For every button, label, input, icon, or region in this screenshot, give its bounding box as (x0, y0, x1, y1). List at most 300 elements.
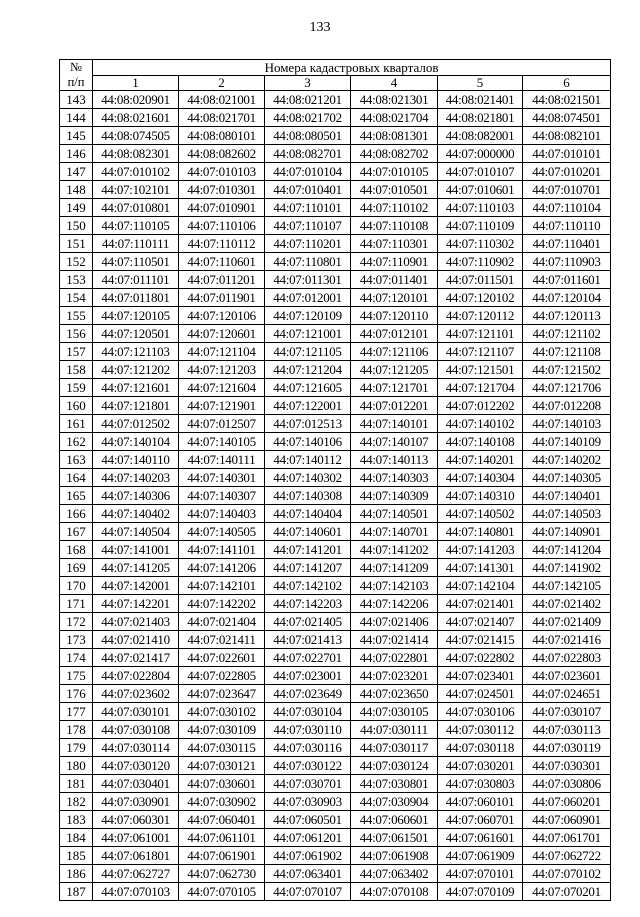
table-row (60, 847, 611, 865)
cadastral-number-cell: 44:07:140404 (265, 505, 351, 523)
cadastral-number-cell: 44:07:061902 (265, 847, 351, 865)
cadastral-number-cell: 44:07:030109 (179, 721, 265, 739)
table-row (60, 523, 611, 541)
cadastral-number-cell: 44:07:030701 (265, 775, 351, 793)
cadastral-number-cell: 44:07:030108 (93, 721, 179, 739)
cadastral-number-cell: 44:07:021414 (351, 631, 438, 649)
cadastral-number-cell: 44:07:021401 (438, 595, 523, 613)
cadastral-number-cell: 44:07:030111 (351, 721, 438, 739)
row-number-cell: 149 (60, 199, 93, 217)
column-number: 4 (351, 76, 438, 91)
cadastral-number-cell: 44:07:030124 (351, 757, 438, 775)
cadastral-number-cell: 44:07:060201 (523, 793, 611, 811)
row-number-cell: 158 (60, 361, 93, 379)
cadastral-number-cell: 44:07:121204 (265, 361, 351, 379)
table-row (60, 757, 611, 775)
cadastral-number-cell: 44:08:021001 (179, 91, 265, 109)
cadastral-number-cell: 44:07:030118 (438, 739, 523, 757)
table-row (60, 541, 611, 559)
cadastral-number-cell: 44:08:082301 (93, 145, 179, 163)
cadastral-number-cell: 44:07:011901 (179, 289, 265, 307)
cadastral-number-cell: 44:07:012513 (265, 415, 351, 433)
cadastral-number-cell: 44:07:010501 (351, 181, 438, 199)
row-number-cell: 148 (60, 181, 93, 199)
table-row (60, 361, 611, 379)
table-row (60, 631, 611, 649)
cadastral-number-cell: 44:07:030902 (179, 793, 265, 811)
cadastral-number-cell: 44:07:021416 (523, 631, 611, 649)
cadastral-number-cell: 44:07:021405 (265, 613, 351, 631)
cadastral-number-cell: 44:07:023001 (265, 667, 351, 685)
cadastral-number-cell: 44:07:121601 (93, 379, 179, 397)
cadastral-number-cell: 44:07:140112 (265, 451, 351, 469)
cadastral-number-cell: 44:07:120110 (351, 307, 438, 325)
cadastral-number-cell: 44:07:102101 (93, 181, 179, 199)
cadastral-number-cell: 44:07:141201 (265, 541, 351, 559)
cadastral-number-cell: 44:08:080501 (265, 127, 351, 145)
cadastral-number-cell: 44:07:140801 (438, 523, 523, 541)
row-number-cell: 152 (60, 253, 93, 271)
cadastral-number-cell: 44:07:140503 (523, 505, 611, 523)
cadastral-number-cell: 44:07:110102 (351, 199, 438, 217)
cadastral-number-cell: 44:07:120113 (523, 307, 611, 325)
cadastral-number-cell: 44:07:121205 (351, 361, 438, 379)
cadastral-number-cell: 44:07:121104 (179, 343, 265, 361)
cadastral-number-cell: 44:07:140305 (523, 469, 611, 487)
cadastral-number-cell: 44:07:024501 (438, 685, 523, 703)
cadastral-number-cell: 44:07:110501 (93, 253, 179, 271)
cadastral-number-cell: 44:07:142105 (523, 577, 611, 595)
cadastral-number-cell: 44:07:021411 (179, 631, 265, 649)
table-row (60, 181, 611, 199)
row-number-cell: 182 (60, 793, 93, 811)
cadastral-number-cell: 44:07:030115 (179, 739, 265, 757)
column-number: 1 (93, 76, 179, 91)
cadastral-number-cell: 44:07:110903 (523, 253, 611, 271)
table-row (60, 703, 611, 721)
cadastral-number-cell: 44:07:070102 (523, 865, 611, 883)
cadastral-number-cell: 44:07:140203 (93, 469, 179, 487)
cadastral-number-cell: 44:07:070103 (93, 883, 179, 901)
cadastral-number-cell: 44:07:021413 (265, 631, 351, 649)
cadastral-number-cell: 44:07:030113 (523, 721, 611, 739)
cadastral-number-cell: 44:07:060101 (438, 793, 523, 811)
cadastral-number-cell: 44:07:110104 (523, 199, 611, 217)
cadastral-number-cell: 44:08:082101 (523, 127, 611, 145)
row-number-cell: 181 (60, 775, 93, 793)
cadastral-number-cell: 44:07:141203 (438, 541, 523, 559)
cadastral-number-cell: 44:07:011101 (93, 271, 179, 289)
cadastral-number-cell: 44:07:120104 (523, 289, 611, 307)
cadastral-number-cell: 44:07:140403 (179, 505, 265, 523)
cadastral-number-cell: 44:07:030102 (179, 703, 265, 721)
cadastral-number-cell: 44:07:121706 (523, 379, 611, 397)
cadastral-number-cell: 44:07:140110 (93, 451, 179, 469)
table-header-row (60, 60, 611, 76)
row-number-cell: 178 (60, 721, 93, 739)
cadastral-number-cell: 44:07:022803 (523, 649, 611, 667)
cadastral-number-cell: 44:08:021501 (523, 91, 611, 109)
cadastral-number-cell: 44:07:110201 (265, 235, 351, 253)
cadastral-number-cell: 44:07:070105 (179, 883, 265, 901)
cadastral-number-cell: 44:07:070108 (351, 883, 438, 901)
cadastral-number-cell: 44:07:061908 (351, 847, 438, 865)
cadastral-number-cell: 44:07:121202 (93, 361, 179, 379)
row-number-cell: 154 (60, 289, 93, 307)
cadastral-number-cell: 44:07:110601 (179, 253, 265, 271)
cadastral-number-cell: 44:07:024651 (523, 685, 611, 703)
cadastral-number-cell: 44:07:140202 (523, 451, 611, 469)
table-row (60, 325, 611, 343)
cadastral-number-cell: 44:07:110105 (93, 217, 179, 235)
cadastral-number-cell: 44:07:140401 (523, 487, 611, 505)
cadastral-number-cell: 44:07:140301 (179, 469, 265, 487)
cadastral-number-cell: 44:07:023649 (265, 685, 351, 703)
cadastral-number-cell: 44:07:030117 (351, 739, 438, 757)
cadastral-number-cell: 44:08:080101 (179, 127, 265, 145)
cadastral-number-cell: 44:07:061801 (93, 847, 179, 865)
cadastral-number-cell: 44:07:021407 (438, 613, 523, 631)
cadastral-number-cell: 44:07:030116 (265, 739, 351, 757)
cadastral-number-cell: 44:07:110103 (438, 199, 523, 217)
cadastral-number-cell: 44:07:060901 (523, 811, 611, 829)
cadastral-number-cell: 44:07:030120 (93, 757, 179, 775)
table-row (60, 883, 611, 901)
cadastral-number-cell: 44:08:074505 (93, 127, 179, 145)
cadastral-number-cell: 44:07:021417 (93, 649, 179, 667)
cadastral-number-cell: 44:07:010104 (265, 163, 351, 181)
cadastral-number-cell: 44:07:142103 (351, 577, 438, 595)
cadastral-number-cell: 44:07:121101 (438, 325, 523, 343)
row-number-cell: 167 (60, 523, 93, 541)
cadastral-number-cell: 44:07:140304 (438, 469, 523, 487)
cadastral-number-cell: 44:07:140303 (351, 469, 438, 487)
cadastral-number-cell: 44:07:121701 (351, 379, 438, 397)
row-number-cell: 144 (60, 109, 93, 127)
cadastral-number-cell: 44:07:140309 (351, 487, 438, 505)
table-row (60, 253, 611, 271)
cadastral-number-cell: 44:08:082602 (179, 145, 265, 163)
cadastral-number-cell: 44:07:140306 (93, 487, 179, 505)
table-row (60, 235, 611, 253)
cadastral-number-cell: 44:08:021801 (438, 109, 523, 127)
cadastral-number-cell: 44:07:121501 (438, 361, 523, 379)
row-number-cell: 147 (60, 163, 93, 181)
row-number-cell: 162 (60, 433, 93, 451)
header-number-abbrev: п/п (67, 75, 85, 89)
cadastral-number-cell: 44:08:021301 (351, 91, 438, 109)
cadastral-number-cell: 44:08:021702 (265, 109, 351, 127)
cadastral-number-cell: 44:07:142101 (179, 577, 265, 595)
cadastral-number-cell: 44:07:121801 (93, 397, 179, 415)
table-row (60, 379, 611, 397)
cadastral-number-cell: 44:07:121704 (438, 379, 523, 397)
cadastral-number-cell: 44:07:010103 (179, 163, 265, 181)
column-number: 3 (265, 76, 351, 91)
cadastral-number-cell: 44:07:023647 (179, 685, 265, 703)
cadastral-number-cell: 44:07:022801 (351, 649, 438, 667)
cadastral-number-cell: 44:07:010601 (438, 181, 523, 199)
cadastral-number-cell: 44:07:070109 (438, 883, 523, 901)
table-row (60, 289, 611, 307)
cadastral-number-cell: 44:07:140201 (438, 451, 523, 469)
table-row (60, 505, 611, 523)
cadastral-number-cell: 44:07:061501 (351, 829, 438, 847)
table-row (60, 559, 611, 577)
table-row (60, 721, 611, 739)
row-number-cell: 159 (60, 379, 93, 397)
cadastral-number-cell: 44:08:021704 (351, 109, 438, 127)
cadastral-number-cell: 44:07:021415 (438, 631, 523, 649)
page-number: 133 (309, 20, 331, 35)
table-row (60, 865, 611, 883)
row-number-cell: 183 (60, 811, 93, 829)
row-number-cell: 166 (60, 505, 93, 523)
row-number-cell: 156 (60, 325, 93, 343)
cadastral-number-cell: 44:07:140109 (523, 433, 611, 451)
cadastral-number-cell: 44:07:140402 (93, 505, 179, 523)
cadastral-number-cell: 44:07:120112 (438, 307, 523, 325)
cadastral-number-cell: 44:08:074501 (523, 109, 611, 127)
row-number-cell: 176 (60, 685, 93, 703)
cadastral-number-cell: 44:07:030803 (438, 775, 523, 793)
cadastral-number-cell: 44:07:120101 (351, 289, 438, 307)
cadastral-number-cell: 44:07:121605 (265, 379, 351, 397)
cadastral-number-cell: 44:07:110302 (438, 235, 523, 253)
cadastral-number-cell: 44:07:061601 (438, 829, 523, 847)
cadastral-number-cell: 44:07:110106 (179, 217, 265, 235)
cadastral-number-cell: 44:07:010801 (93, 199, 179, 217)
cadastral-number-cell: 44:08:021701 (179, 109, 265, 127)
row-number-cell: 171 (60, 595, 93, 613)
cadastral-number-cell: 44:07:110301 (351, 235, 438, 253)
cadastral-number-cell: 44:07:141001 (93, 541, 179, 559)
cadastral-number-cell: 44:08:081301 (351, 127, 438, 145)
cadastral-number-cell: 44:07:140701 (351, 523, 438, 541)
table-row (60, 433, 611, 451)
cadastral-number-cell: 44:07:140113 (351, 451, 438, 469)
cadastral-number-cell: 44:08:082701 (265, 145, 351, 163)
cadastral-number-cell: 44:07:110101 (265, 199, 351, 217)
cadastral-number-cell: 44:07:142206 (351, 595, 438, 613)
cadastral-number-cell: 44:07:140111 (179, 451, 265, 469)
cadastral-number-cell: 44:07:142202 (179, 595, 265, 613)
cadastral-number-cell: 44:07:062722 (523, 847, 611, 865)
row-number-cell: 177 (60, 703, 93, 721)
cadastral-number-cell: 44:08:021401 (438, 91, 523, 109)
cadastral-number-cell: 44:07:141202 (351, 541, 438, 559)
cadastral-number-cell: 44:07:022804 (93, 667, 179, 685)
cadastral-number-cell: 44:07:140106 (265, 433, 351, 451)
cadastral-number-cell: 44:07:030301 (523, 757, 611, 775)
table-row (60, 487, 611, 505)
cadastral-number-cell: 44:07:012202 (438, 397, 523, 415)
cadastral-number-cell: 44:07:141205 (93, 559, 179, 577)
row-number-cell: 170 (60, 577, 93, 595)
table-row (60, 163, 611, 181)
cadastral-number-cell: 44:07:011301 (265, 271, 351, 289)
table-row (60, 793, 611, 811)
cadastral-number-cell: 44:07:140308 (265, 487, 351, 505)
cadastral-number-cell: 44:07:030121 (179, 757, 265, 775)
cadastral-number-cell: 44:07:012507 (179, 415, 265, 433)
row-number-cell: 164 (60, 469, 93, 487)
cadastral-number-cell: 44:07:060501 (265, 811, 351, 829)
table-row (60, 811, 611, 829)
table-row (60, 739, 611, 757)
cadastral-number-cell: 44:07:030801 (351, 775, 438, 793)
cadastral-number-cell: 44:07:122001 (265, 397, 351, 415)
column-number: 6 (523, 76, 611, 91)
cadastral-number-cell: 44:07:070107 (265, 883, 351, 901)
cadastral-number-cell: 44:07:023650 (351, 685, 438, 703)
cadastral-number-cell: 44:07:110107 (265, 217, 351, 235)
cadastral-number-cell: 44:07:030114 (93, 739, 179, 757)
cadastral-number-cell: 44:07:030901 (93, 793, 179, 811)
cadastral-number-cell: 44:07:012001 (265, 289, 351, 307)
cadastral-number-cell: 44:07:011601 (523, 271, 611, 289)
cadastral-number-cell: 44:07:010301 (179, 181, 265, 199)
cadastral-number-cell: 44:07:022805 (179, 667, 265, 685)
column-numbers-row (60, 76, 611, 91)
table-row (60, 91, 611, 109)
row-number-cell: 169 (60, 559, 93, 577)
cadastral-number-cell: 44:07:142104 (438, 577, 523, 595)
cadastral-number-cell: 44:07:141209 (351, 559, 438, 577)
cadastral-number-cell: 44:07:012101 (351, 325, 438, 343)
cadastral-number-cell: 44:07:121107 (438, 343, 523, 361)
cadastral-number-cell: 44:07:140901 (523, 523, 611, 541)
cadastral-number-cell: 44:08:082001 (438, 127, 523, 145)
cadastral-number-cell: 44:07:010401 (265, 181, 351, 199)
cadastral-number-cell: 44:07:121108 (523, 343, 611, 361)
row-number-cell: 180 (60, 757, 93, 775)
cadastral-number-cell: 44:07:063401 (265, 865, 351, 883)
cadastral-number-cell: 44:07:061201 (265, 829, 351, 847)
cadastral-number-cell: 44:07:141204 (523, 541, 611, 559)
cadastral-number-cell: 44:07:140310 (438, 487, 523, 505)
row-number-cell: 157 (60, 343, 93, 361)
cadastral-number-cell: 44:07:121106 (351, 343, 438, 361)
cadastral-number-cell: 44:07:140105 (179, 433, 265, 451)
cadastral-number-cell: 44:07:030104 (265, 703, 351, 721)
header-number-cell (60, 60, 93, 91)
cadastral-number-cell: 44:07:121105 (265, 343, 351, 361)
cadastral-number-cell: 44:08:021201 (265, 91, 351, 109)
cadastral-number-cell: 44:07:141206 (179, 559, 265, 577)
cadastral-number-cell: 44:07:030904 (351, 793, 438, 811)
cadastral-number-cell: 44:07:140601 (265, 523, 351, 541)
cadastral-number-cell: 44:07:110108 (351, 217, 438, 235)
cadastral-number-cell: 44:07:140103 (523, 415, 611, 433)
cadastral-number-cell: 44:07:021403 (93, 613, 179, 631)
row-number-cell: 186 (60, 865, 93, 883)
cadastral-number-cell: 44:07:120109 (265, 307, 351, 325)
cadastral-number-cell: 44:07:030110 (265, 721, 351, 739)
cadastral-number-cell: 44:07:140102 (438, 415, 523, 433)
table-row (60, 217, 611, 235)
cadastral-number-cell: 44:07:023601 (523, 667, 611, 685)
cadastral-number-cell: 44:07:140104 (93, 433, 179, 451)
cadastral-number-cell: 44:07:021406 (351, 613, 438, 631)
cadastral-number-cell: 44:07:030119 (523, 739, 611, 757)
cadastral-number-cell: 44:07:030122 (265, 757, 351, 775)
table-body (60, 91, 611, 901)
cadastral-number-cell: 44:07:021404 (179, 613, 265, 631)
cadastral-number-cell: 44:07:011401 (351, 271, 438, 289)
cadastral-number-cell: 44:07:030105 (351, 703, 438, 721)
row-number-cell: 160 (60, 397, 93, 415)
cadastral-number-cell: 44:07:022802 (438, 649, 523, 667)
cadastral-number-cell: 44:07:060401 (179, 811, 265, 829)
cadastral-number-cell: 44:07:011501 (438, 271, 523, 289)
cadastral-number-cell: 44:07:140307 (179, 487, 265, 505)
cadastral-number-cell: 44:07:142203 (265, 595, 351, 613)
table-row (60, 469, 611, 487)
row-number-cell: 185 (60, 847, 93, 865)
row-number-cell: 187 (60, 883, 93, 901)
table-row (60, 685, 611, 703)
cadastral-number-cell: 44:07:121203 (179, 361, 265, 379)
cadastral-number-cell: 44:07:030101 (93, 703, 179, 721)
header-title: Номера кадастровых кварталов (93, 60, 611, 76)
cadastral-number-cell: 44:07:142201 (93, 595, 179, 613)
cadastral-number-cell: 44:07:010201 (523, 163, 611, 181)
cadastral-number-cell: 44:07:110112 (179, 235, 265, 253)
table-row (60, 649, 611, 667)
row-number-cell: 145 (60, 127, 93, 145)
cadastral-number-cell: 44:08:082702 (351, 145, 438, 163)
cadastral-number-cell: 44:07:120105 (93, 307, 179, 325)
cadastral-number-cell: 44:07:141902 (523, 559, 611, 577)
cadastral-number-cell: 44:07:110901 (351, 253, 438, 271)
table-row (60, 775, 611, 793)
cadastral-number-cell: 44:07:110801 (265, 253, 351, 271)
cadastral-number-cell: 44:07:070101 (438, 865, 523, 883)
column-number: 2 (179, 76, 265, 91)
cadastral-number-cell: 44:07:022601 (179, 649, 265, 667)
cadastral-number-cell: 44:07:140302 (265, 469, 351, 487)
cadastral-number-cell: 44:07:121001 (265, 325, 351, 343)
cadastral-number-cell: 44:07:141101 (179, 541, 265, 559)
cadastral-number-cell: 44:07:011201 (179, 271, 265, 289)
cadastral-number-cell: 44:07:140107 (351, 433, 438, 451)
cadastral-number-cell: 44:07:010107 (438, 163, 523, 181)
table-row (60, 451, 611, 469)
cadastral-number-cell: 44:07:061001 (93, 829, 179, 847)
row-number-cell: 163 (60, 451, 93, 469)
table-row (60, 577, 611, 595)
cadastral-number-cell: 44:07:010101 (523, 145, 611, 163)
cadastral-number-cell: 44:07:022701 (265, 649, 351, 667)
cadastral-number-cell: 44:07:030903 (265, 793, 351, 811)
column-number: 5 (438, 76, 523, 91)
row-number-cell: 165 (60, 487, 93, 505)
table-row (60, 415, 611, 433)
cadastral-number-cell: 44:07:142001 (93, 577, 179, 595)
row-number-cell: 173 (60, 631, 93, 649)
table-row (60, 199, 611, 217)
row-number-cell: 175 (60, 667, 93, 685)
cadastral-number-cell: 44:07:012201 (351, 397, 438, 415)
cadastral-number-cell: 44:07:110109 (438, 217, 523, 235)
cadastral-number-cell: 44:07:121901 (179, 397, 265, 415)
cadastral-number-cell: 44:07:010701 (523, 181, 611, 199)
table-row (60, 667, 611, 685)
cadastral-number-cell: 44:07:023401 (438, 667, 523, 685)
row-number-cell: 151 (60, 235, 93, 253)
cadastral-number-cell: 44:07:023602 (93, 685, 179, 703)
